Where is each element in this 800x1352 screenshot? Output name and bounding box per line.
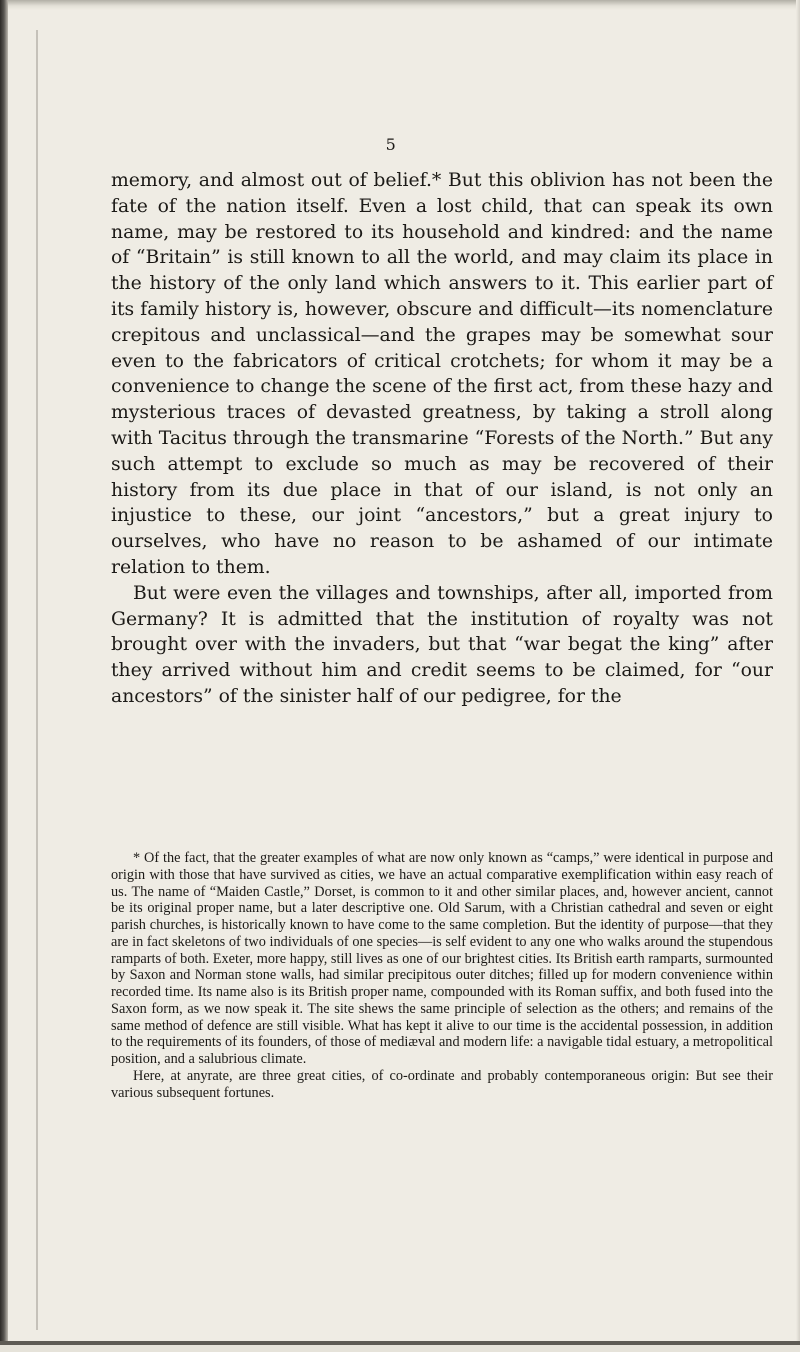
binding-edge <box>0 0 8 1352</box>
paragraph: memory, and almost out of belief.* But this oblivion has not been the fate of the nation itself. Even a lost child, that can speak its own name, may be restored to its household and kindred: and the name of “Britain” is still known to all the world, and may claim its place in the history of the only land which answers to it. This earlier part of its family history is, however, obscure and difficult—its nomenclature crepitous and unclassical—and the grapes may be somewhat sour even to the fabricators of critical crotchets; for whom it may be a convenience to change the scene of the first act, from these hazy and mysterious traces of devasted greatness, by taking a stroll along with Tacitus through the transmarine “Forests of the North.” But any such attempt to exclude so much as may be recovered of their history from its due place in that of our island, is not only an injustice to these, our joint “ancestors,” but a great injury to ourselves, who have no reason to be ashamed of our intimate relation to them. <box>111 170 773 578</box>
footnote-block <box>111 850 773 1101</box>
paragraph: But were even the villages and townships, after all, imported from Germany? It is admitted that the institution of royalty was not brought over with the invaders, but that “war begat the king” after they arrived without him and credit seems to be claimed, for “our ancestors” of the sinister half of our pedigree, for the <box>111 582 773 707</box>
footnote: Here, at anyrate, are three great cities, of co-ordinate and probably contemporaneous origin: But see their various subsequent fortunes. <box>111 1067 773 1101</box>
gutter-shadow <box>36 30 38 1330</box>
page-top-shadow <box>0 0 800 10</box>
body-text <box>111 168 773 710</box>
page-number: 5 <box>385 135 397 154</box>
page-bottom-strip <box>0 1345 800 1352</box>
footnote: * Of the fact, that the greater examples of what are now only known as “camps,” were identical in purpose and origin with those that have survived as cities, we have an actual comparative exemplification within easy reach of us. The name of “Maiden Castle,” Dorset, is common to it and other similar places, and, however ancient, cannot be its original proper name, but a later descriptive one. Old Sarum, with a Christian cathedral and seven or eight parish churches, is historically known to have come to the same completion. But the identity of purpose—that they are in fact skeletons of two individuals of one species—is self evident to any one who walks around the stupendous ramparts of both. Exeter, more happy, still lives as one of our brightest cities. Its British earth ramparts, surmounted by Saxon and Norman stone walls, had similar precipitous outer ditches; filled up for modern convenience within recorded time. Its name also is its British proper name, compounded with its Roman suffix, and both fused into the Saxon form, as we now speak it. The site shews the same principle of selection as the others; and remains of the same method of defence are still visible. What has kept it alive to our time is the accidental possession, in addition to the requirements of its founders, of those of mediæval and modern life: a navigable tidal estuary, a metropolitical position, and a salubrious climate. <box>111 850 773 1067</box>
page-right-edge <box>796 0 800 1352</box>
